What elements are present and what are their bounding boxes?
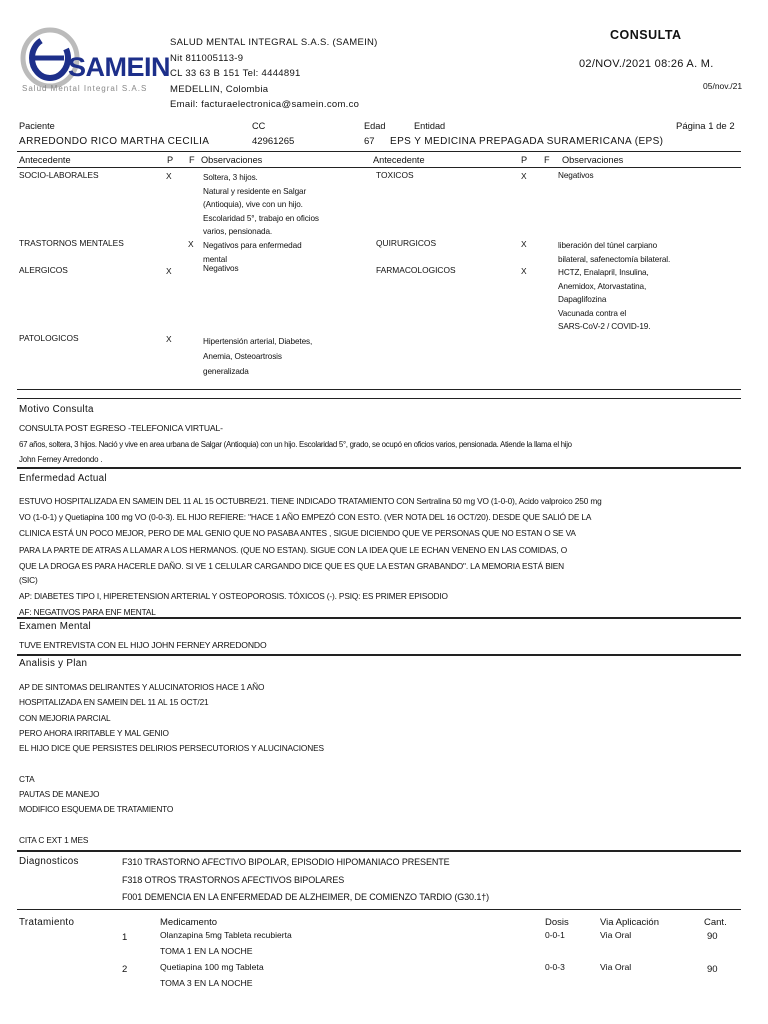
antecedent-name: QUIRURGICOS [376,238,437,248]
treatment-num: 1 [122,932,128,943]
patient-entity: EPS Y MEDICINA PREPAGADA SURAMERICANA (EPS) [390,136,664,147]
divider [17,467,741,469]
enfermedad-text [19,493,602,620]
antecedent-mark: X [521,171,527,181]
obs-line: Hipertensión arterial, Diabetes, [203,337,313,346]
obs-line: liberación del túnel carpiano [558,241,658,250]
text-line: AP: DIABETES TIPO I, HIPERETENSION ARTERIAL Y OSTEOPOROSIS. TÓXICOS (-). PSIQ: ES PRIMER EPISODIO [19,590,448,601]
samein-logo [20,22,171,100]
antecedent-name: PATOLOGICOS [19,333,79,343]
treatment-instr: TOMA 3 EN LA NOCHE [160,978,253,988]
antecedent-mark: X [166,334,172,344]
patient-name: ARREDONDO RICO MARTHA CECILIA [19,136,210,147]
divider [17,617,741,619]
text-line: 67 años, soltera, 3 hijos. Nació y vive en area urbana de Salgar (Antioquia) con un hijo. Escolaridad 5°, grado, se ocupó en oficios varios, pensionada. Atiende la llama el hijo [19,439,572,449]
text-line: EL HIJO DICE QUE PERSISTES DELIRIOS PERSECUTORIOS Y ALUCINACIONES [19,743,324,754]
ant-header-right: Antecedente [373,155,425,165]
antecedent-obs [203,334,312,379]
divider [17,398,741,399]
antecedent-mark: X [166,266,172,276]
text-line: (SIC) [19,575,38,586]
ant-header-p-left: P [167,155,174,165]
treatment-cant: 90 [707,964,718,975]
obs-line: Soltera, 3 hijos. [203,173,258,182]
antecedent-obs [558,266,650,334]
text-line: AP DE SINTOMAS DELIRANTES Y ALUCINATORIOS HACE 1 AÑO [19,682,265,692]
antecedent-obs: Negativos [558,171,594,180]
obs-line: Escolaridad 5°, trabajo en oficios [203,213,319,223]
treatment-cant: 90 [707,931,718,942]
ant-header-p-right: P [521,155,528,165]
ant-header-f-right: F [544,155,550,165]
obs-line: Dapaglifozina [558,295,607,304]
section-title-motivo: Motivo Consulta [19,404,94,415]
obs-line: mental [203,254,227,264]
page-number: Página 1 de 2 [676,121,735,132]
text-line: MODIFICO ESQUEMA DE TRATAMIENTO [19,804,174,815]
text-line: CON MEJORIA PARCIAL [19,712,111,723]
patient-label: Paciente [19,121,55,131]
text-line: PERO AHORA IRRITABLE Y MAL GENIO [19,727,169,738]
obs-line: bilateral, safenectomía bilateral. [558,254,671,264]
company-address: CL 33 63 B 151 Tel: 4444891 [170,68,301,79]
text-line [19,818,324,833]
divider [17,654,741,656]
divider [17,909,741,910]
section-title-enfermedad: Enfermedad Actual [19,473,107,484]
antecedent-name: SOCIO-LABORALES [19,170,99,180]
section-title-examen: Examen Mental [19,621,91,632]
text-line: QUE LA DROGA ES PARA HACERLE DAÑO. SI VE 1 CELULAR CARGANDO DICE QUE ES QUE LA ESTAN GRABANDO". LA MEMORIA ESTÁ BIEN [19,560,564,571]
treatment-med: Olanzapina 5mg Tableta recubierta [160,930,292,940]
divider [17,389,741,390]
text-line: CLINICA ESTÁ UN POCO MEJOR, PERO DE MAL GENIO QUE NO PASABA ANTES , SIGUE DICIENDO QUE VE PERSONAS QUE NO ESTAN O SE VA [19,528,576,539]
text-line: CITA C EXT 1 MES [19,834,89,845]
ant-header-f-left: F [189,155,195,165]
text-line: VO (1-0-1) y Quetiapina 100 mg VO (0-0-3). EL HIJO REFIERE: "HACE 1 AÑO EMPEZÓ CON ESTO. (VER NOTA DEL 16 OCT/20). DESDE QUE SALIÓ DE LA [19,512,592,523]
consult-datetime: 02/NOV./2021 08:26 A. M. [579,58,714,70]
obs-line: Vacunada contra el [558,308,627,318]
antecedent-obs [558,239,670,266]
treatment-dosis: 0-0-3 [545,962,565,972]
antecedent-obs [203,239,302,266]
obs-line: Anemia, Osteoartrosis [203,352,282,361]
antecedent-mark: X [521,266,527,276]
obs-line: varios, pensionada. [203,227,273,236]
text-line: AF: NEGATIVOS PARA ENF MENTAL [19,606,156,617]
text-line: PARA LA PARTE DE ATRAS A LLAMAR A LOS HERMANOS. (QUE NO ESTAN). SIGUE CON LA IDEA QUE LE ECHAN VENENO EN LAS COMIDAS, O [19,544,568,555]
patient-age: 67 [364,136,375,147]
obs-line: Natural y residente en Salgar [203,186,307,196]
treatment-num: 2 [122,964,128,975]
print-date: 05/nov./21 [703,81,743,91]
analisis-text [19,680,324,848]
obs-line: Negativos para enfermedad [203,241,302,250]
section-title-analisis: Analisis y Plan [19,658,88,669]
antecedent-obs: Negativos [203,264,239,273]
col-dosis: Dosis [545,917,569,928]
diagnosis-item: F310 TRASTORNO AFECTIVO BIPOLAR, EPISODIO HIPOMANIACO PRESENTE [122,857,450,867]
antecedent-name: TRASTORNOS MENTALES [19,238,124,248]
antecedent-mark: X [166,171,172,181]
logo-text: SAMEIN [68,52,171,82]
diagnosis-list [122,854,489,907]
company-info [170,35,378,113]
company-city: MEDELLIN, Colombia [170,83,269,95]
divider [17,850,741,852]
treatment-dosis: 0-0-1 [545,930,565,940]
logo-tagline: Salud Mental Integral S.A.S [22,84,148,93]
section-title-tratamiento: Tratamiento [19,917,75,928]
treatment-instr: TOMA 1 EN LA NOCHE [160,946,253,956]
antecedent-mark: X [188,239,194,249]
obs-line: HCTZ, Enalapril, Insulina, [558,268,649,277]
obs-line: generalizada [203,367,249,376]
company-nit: Nit 811005113-9 [170,52,244,64]
col-cant: Cant. [704,917,727,928]
text-line: PAUTAS DE MANEJO [19,789,100,800]
antecedent-mark: X [521,239,527,249]
ant-header-obs-left: Observaciones [201,155,263,165]
antecedent-name: TOXICOS [376,170,414,180]
text-line [19,756,324,771]
treatment-via: Via Oral [600,962,632,972]
patient-cc: 42961265 [252,136,295,147]
company-name: SALUD MENTAL INTEGRAL S.A.S. (SAMEIN) [170,37,378,48]
antecedent-name: ALERGICOS [19,265,68,275]
text-line: John Ferney Arredondo . [19,455,103,464]
ant-header-obs-right: Observaciones [562,155,624,165]
section-title-diagnosticos: Diagnosticos [19,856,79,867]
divider [17,151,741,152]
divider [17,167,741,168]
col-via: Via Aplicación [600,917,659,928]
age-label: Edad [364,121,386,131]
antecedent-obs [203,171,319,239]
antecedent-name: FARMACOLOGICOS [376,265,456,275]
treatment-via: Via Oral [600,930,632,940]
company-email: Email: facturaelectronica@samein.com.co [170,99,360,110]
text-line: CONSULTA POST EGRESO -TELEFONICA VIRTUAL- [19,423,223,433]
diagnosis-item: F318 OTROS TRASTORNOS AFECTIVOS BIPOLARES [122,874,345,885]
ant-header-left: Antecedente [19,155,71,165]
examen-text: TUVE ENTREVISTA CON EL HIJO JOHN FERNEY ARREDONDO [19,640,267,650]
doc-title: CONSULTA [610,28,682,42]
motivo-text [19,421,572,468]
obs-line: SARS-CoV-2 / COVID-19. [558,322,651,331]
entity-label: Entidad [414,121,446,131]
diagnosis-item: F001 DEMENCIA EN LA ENFERMEDAD DE ALZHEIMER, DE COMIENZO TARDIO (G30.1†) [122,892,490,902]
obs-line: (Antioquia), vive con un hijo. [203,200,303,209]
obs-line: Anemidox, Atorvastatina, [558,281,647,291]
treatment-med: Quetiapina 100 mg Tableta [160,962,264,972]
text-line: HOSPITALIZADA EN SAMEIN DEL 11 AL 15 OCT/21 [19,697,209,708]
text-line: CTA [19,773,35,784]
cc-label: CC [252,121,266,131]
col-medicamento: Medicamento [160,917,218,928]
text-line: ESTUVO HOSPITALIZADA EN SAMEIN DEL 11 AL 15 OCTUBRE/21. TIENE INDICADO TRATAMIENTO CON Sertralina 50 mg VO (1-0-0), Acido valproico 250 mg [19,496,602,506]
